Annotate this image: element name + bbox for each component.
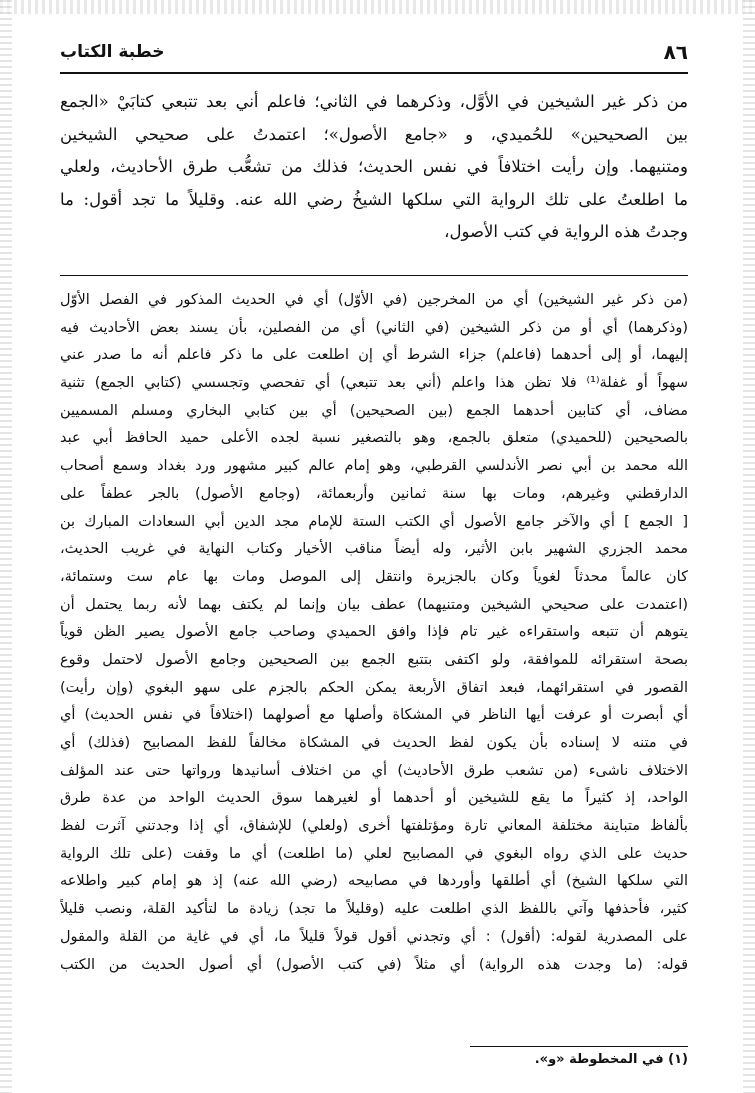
commentary-line: إليهما، أو إلى أحدهما (فاعلم) جزاء الشرط أي إن اطلعت على ما ذكر فاعلم أنه ما صدر عني [60, 347, 688, 364]
commentary-line: بألفاظ متباينة مختلفة المعاني تارة ومؤتلفتها أخرى (ولعلي) للإشفاق، أي إذا وجدتني آثرت لفظ [60, 818, 688, 835]
commentary-line: قوله: (ما وجدت هذه الرواية) أي مثلاً (في كتب الأصول) أي أصول الحديث من الكتب [60, 956, 688, 973]
commentary-line: أي أبصرت أو عرفت أيها الناظر في المشكاة وأصلها مع أصولهما (اختلافاً في نفس الحديث) أي [60, 707, 688, 724]
footnote: (١) في المخطوطة «و». [534, 1052, 688, 1067]
commentary-line: (من ذكر غير الشيخين) أي من المخرجين (في الأوّل) أي في الحديث المذكور في الفصل الأوّل [60, 292, 688, 308]
commentary-line: القصور في استقرائهما، فبعد اتفاق الأربعة يمكن الحكم بالجزم على سهو البغوي (وإن رأيت) [60, 679, 688, 696]
footnote-divider [470, 1046, 688, 1047]
main-text-line: ومتنيهما. وإن رأيت اختلافاً في نفس الحديث؛ فذلك من تشعُّب طرق الأحاديث، ولعلي [60, 157, 688, 176]
main-text-line: بين الصحيحين» للحُميدي، و «جامع الأصول»؛ اعتمدتُ على صحيحي الشيخين [60, 124, 688, 144]
scan-edge-right [743, 0, 755, 1093]
commentary-line: بالصحيحين (للحميدي) متعلق بالجمع، وهو بالتصغير نسبة لجده الأعلى حميد الحافظ أبي عبد [60, 430, 688, 447]
commentary-line: (وذكرهما) أي أو من ذكر الشيخين (في الثاني) أي من الفصلين، بأن يسند بعض الأحاديث فيه [60, 319, 688, 336]
commentary-line: في متنه لا إسناده بأن يكون لفظ الحديث في المشكاة مخالفاً للفظ المصابيح (فذلك) أي [60, 735, 688, 751]
main-text [60, 86, 688, 249]
commentary-line: الدارقطني وغيرهم، ومات بها سنة ثمانين وأربعمائة، (وجامع الأصول) بالجر عطفاً على [60, 485, 688, 502]
commentary-line: يتوهم أن تتبعه واستقراءه غير تام فإذا وافق الحميدي وصاحب جامع الأصول يصير الظن قوياً [60, 624, 688, 641]
commentary-line: (اعتمدت على صحيحي الشيخين ومتنيهما) عطف بيان وإنما لم يكتف بهما لأنه ربما يحتمل أن [60, 596, 688, 613]
section-divider [60, 275, 688, 276]
commentary-line: حديث على الذي رواه البغوي في المصابيح لعلي (ما اطلعت) أي ما وقفت (على تلك الرواية [60, 845, 688, 862]
commentary-text [60, 287, 688, 979]
commentary-line: الله محمد بن أبي نصر الأندلسي القرطبي، وهو إمام عالم كبير مشهور ورد بغداد وسمع أصحاب [60, 458, 688, 475]
commentary-line: بصحة استقرائه للموافقة، ولو اكتفى بتتبع الجمع بين الصحيحين وجامع الأصول لاحتمل وقوع [60, 651, 688, 668]
scan-edge-top [0, 0, 755, 14]
page-number: ٨٦ [663, 40, 688, 64]
page-header [60, 40, 688, 70]
main-text-line: وجدتُ هذه الرواية في كتب الأصول، [444, 222, 688, 241]
commentary-line: الواحد، إذ كثيراً ما يقع للشيخين أو أحدهما أو لغيرهما سوق الحديث الواحد من عدة طرق [60, 790, 688, 807]
commentary-line: الاختلاف ناشىء (من تشعب طرق الأحاديث) أي من اختلاف أسانيدها ورواتها حتى عند المؤلف [60, 762, 688, 779]
header-rule [60, 72, 688, 74]
commentary-line: كان عالماً محدثاً لغوياً وكان بالجزيرة وانتقل إلى الموصل ومات بها عام ست وستمائة، [60, 568, 688, 585]
commentary-line: مضاف، أي كتابين أحدهما الجمع (بين الصحيحين) أي بين كتابي البخاري ومسلم المسميين [60, 402, 688, 419]
running-title: خطبة الكتاب [60, 42, 165, 62]
commentary-line: التي سلكها الشيخ) أي أطلقها وأوردها في مصابيحه (رضي الله عنه) إذ هو إمام كبير واطلاعه [60, 873, 688, 890]
main-text-line: من ذكر غير الشيخين في الأوَّل، وذكرهما في الثاني؛ فاعلم أني بعد تتبعي كتابَيْ «الجمع [60, 92, 688, 111]
commentary-line: سهواً أو غفلة⁽¹⁾ فلا تظن هذا واعلم (أني بعد تتبعي) أي تفحصي وتجسسي (كتابي الجمع) تثنية [60, 375, 688, 392]
commentary-line: كثير، فأحذفها وآتي باللفظ الذي اطلعت عليه (وقليلاً ما تجد) زيادة ما لتأكيد القلة، ونصب قليلاً [60, 901, 688, 918]
main-text-line: ما اطلعتُ على تلك الرواية التي سلكها الشيخُ رضي الله عنه. وقليلاً ما تجد أقول: ما [60, 189, 688, 209]
commentary-line: على المصدرية لقوله: (أقول) : أي وتجدني أقول قولاً قليلاً ما، أي في غاية من القلة والمقول [60, 928, 688, 945]
commentary-line: محمد الجزري الشهير بابن الأثير، وله أيضاً مناقب الأخيار وكتاب النهاية في غريب الحديث، [60, 541, 688, 558]
commentary-line: [ الجمع ] أي والآخر جامع الأصول أي الكتب الستة للإمام مجد الدين أبي السعادات المبارك بن [60, 513, 688, 530]
scan-edge-left [0, 0, 12, 1093]
